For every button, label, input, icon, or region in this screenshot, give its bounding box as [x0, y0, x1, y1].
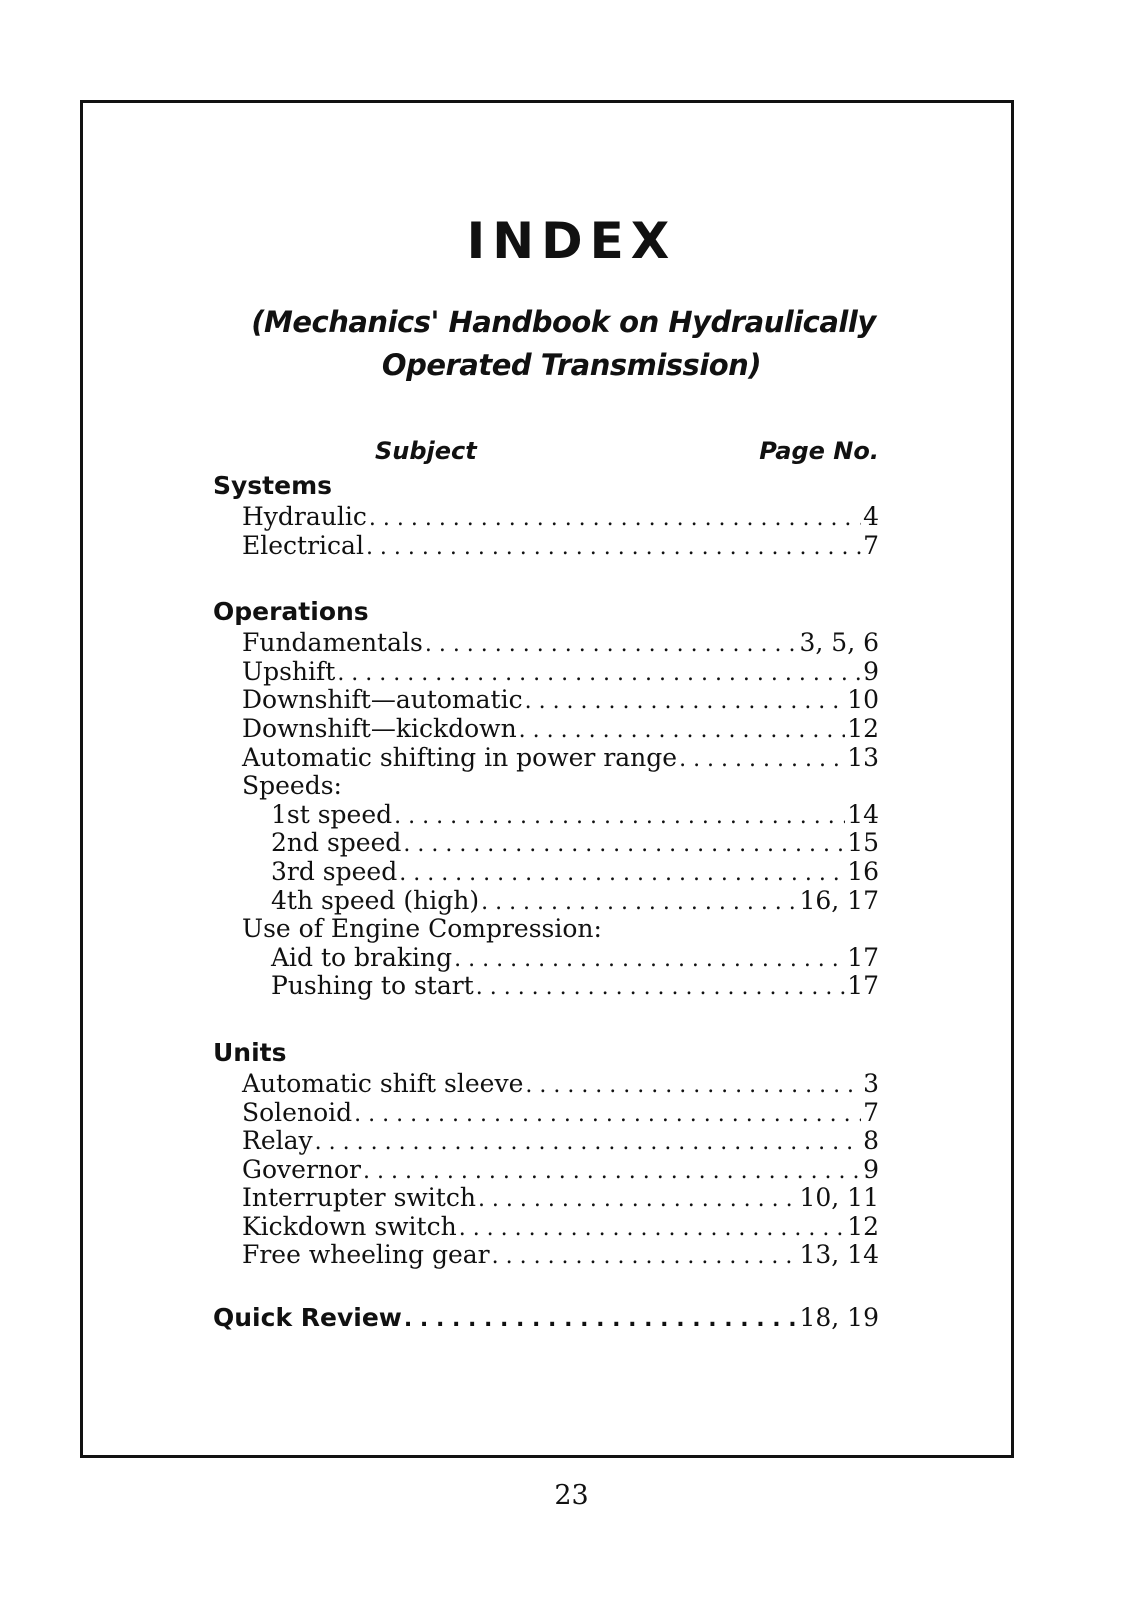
dot-leader: [403, 829, 845, 860]
index-entries: [213, 468, 879, 1335]
dot-leader: [366, 532, 861, 563]
entry-label: Automatic shifting in power range: [242, 742, 678, 772]
entry-label: Automatic shift sleeve: [242, 1068, 524, 1098]
dot-leader: [459, 1213, 845, 1244]
index-entry: [213, 858, 879, 887]
entry-pages: 10, 11: [799, 1183, 879, 1213]
index-entry: [213, 829, 879, 858]
index-entry: [213, 503, 879, 532]
index-entry: [213, 658, 879, 687]
index-entry: [213, 972, 879, 1001]
entry-label: Downshift—kickdown: [242, 713, 517, 743]
dot-leader: [476, 972, 845, 1003]
entry-label: Downshift—automatic: [242, 685, 523, 715]
dot-leader: [525, 1070, 861, 1101]
index-entry: [213, 1099, 879, 1128]
entry-label: Interrupter switch: [242, 1183, 476, 1213]
section-heading: Units: [213, 1037, 287, 1067]
entry-label: 2nd speed: [271, 828, 402, 858]
entry-label: Use of Engine Compression:: [242, 914, 602, 944]
index-section: [213, 468, 879, 560]
index-entry: [213, 686, 879, 715]
dot-leader: [354, 1099, 861, 1130]
entry-pages: 14: [847, 799, 879, 829]
dot-leader: [525, 686, 846, 717]
entry-pages: 12: [847, 1211, 879, 1241]
section-heading: Systems: [213, 471, 333, 500]
index-entry: [213, 801, 879, 830]
index-entry: [213, 1127, 879, 1156]
index-entry: [213, 532, 879, 561]
entry-pages: 3, 5, 6: [799, 628, 879, 658]
dot-leader: [363, 1156, 861, 1187]
entry-pages: 16: [847, 856, 879, 886]
dot-leader: [481, 887, 797, 918]
column-header-subject: Subject: [375, 437, 477, 465]
entry-label: Speeds:: [242, 771, 342, 801]
index-entry: [213, 1241, 879, 1270]
entry-pages: 9: [863, 1154, 879, 1184]
index-entry: [213, 887, 879, 916]
entry-label: 3rd speed: [271, 856, 398, 886]
entry-label: Relay: [242, 1126, 313, 1156]
entry-pages: 7: [863, 530, 879, 560]
entry-pages: 8: [863, 1126, 879, 1156]
entry-pages: 10: [847, 685, 879, 715]
dot-leader: [337, 658, 861, 689]
entry-label: Hydraulic: [242, 502, 367, 531]
index-entry: [213, 772, 879, 801]
quick-review-entry: [213, 1300, 879, 1335]
entry-label: Free wheeling gear: [242, 1240, 490, 1270]
section-heading: Operations: [213, 597, 369, 627]
index-entry: [213, 715, 879, 744]
page-number: 23: [554, 1480, 589, 1511]
entry-label: Kickdown switch: [242, 1211, 457, 1241]
index-section: [213, 1035, 879, 1270]
entry-pages: 18, 19: [799, 1303, 879, 1333]
subtitle-line-2: Operated Transmission): [381, 348, 762, 382]
entry-label: Aid to braking: [271, 942, 453, 972]
dot-leader: [369, 503, 861, 534]
entry-label: Solenoid: [242, 1097, 353, 1127]
subtitle-line-1: (Mechanics' Handbook on Hydraulically: [251, 305, 876, 339]
dot-leader: [519, 715, 846, 746]
index-entry: [213, 744, 879, 773]
entry-label: Electrical: [242, 530, 364, 560]
entry-pages: 16, 17: [799, 885, 879, 915]
entry-label: Quick Review: [213, 1303, 402, 1333]
index-entry: [213, 1213, 879, 1242]
entry-pages: 17: [847, 971, 879, 1001]
entry-pages: 3: [863, 1068, 879, 1098]
dot-leader: [404, 1300, 798, 1337]
index-entry: [213, 944, 879, 973]
entry-pages: 9: [863, 656, 879, 686]
dot-leader: [679, 744, 845, 775]
dot-leader: [399, 858, 845, 889]
index-entry: [213, 915, 879, 944]
entry-label: Upshift: [242, 656, 336, 686]
index-section: [213, 594, 879, 1001]
dot-leader: [492, 1241, 798, 1272]
dot-leader: [454, 944, 845, 975]
entry-label: Fundamentals: [242, 628, 423, 658]
index-entry: [213, 1156, 879, 1185]
dot-leader: [478, 1184, 798, 1215]
entry-pages: 17: [847, 942, 879, 972]
page-title: INDEX: [466, 212, 677, 270]
index-entry: [213, 1070, 879, 1099]
dot-leader: [394, 801, 845, 832]
entry-label: Pushing to start: [271, 971, 474, 1001]
dot-leader: [425, 629, 798, 660]
entry-pages: 4: [863, 502, 879, 531]
entry-pages: 13, 14: [799, 1240, 879, 1270]
entry-label: Governor: [242, 1154, 361, 1184]
entry-label: 1st speed: [271, 799, 393, 829]
entry-pages: 13: [847, 742, 879, 772]
dot-leader: [315, 1127, 861, 1158]
entry-pages: 7: [863, 1097, 879, 1127]
entry-label: 4th speed (high): [271, 885, 480, 915]
index-entry: [213, 1184, 879, 1213]
index-entry: [213, 629, 879, 658]
entry-pages: 15: [847, 828, 879, 858]
column-header-page: Page No.: [759, 437, 879, 465]
entry-pages: 12: [847, 713, 879, 743]
